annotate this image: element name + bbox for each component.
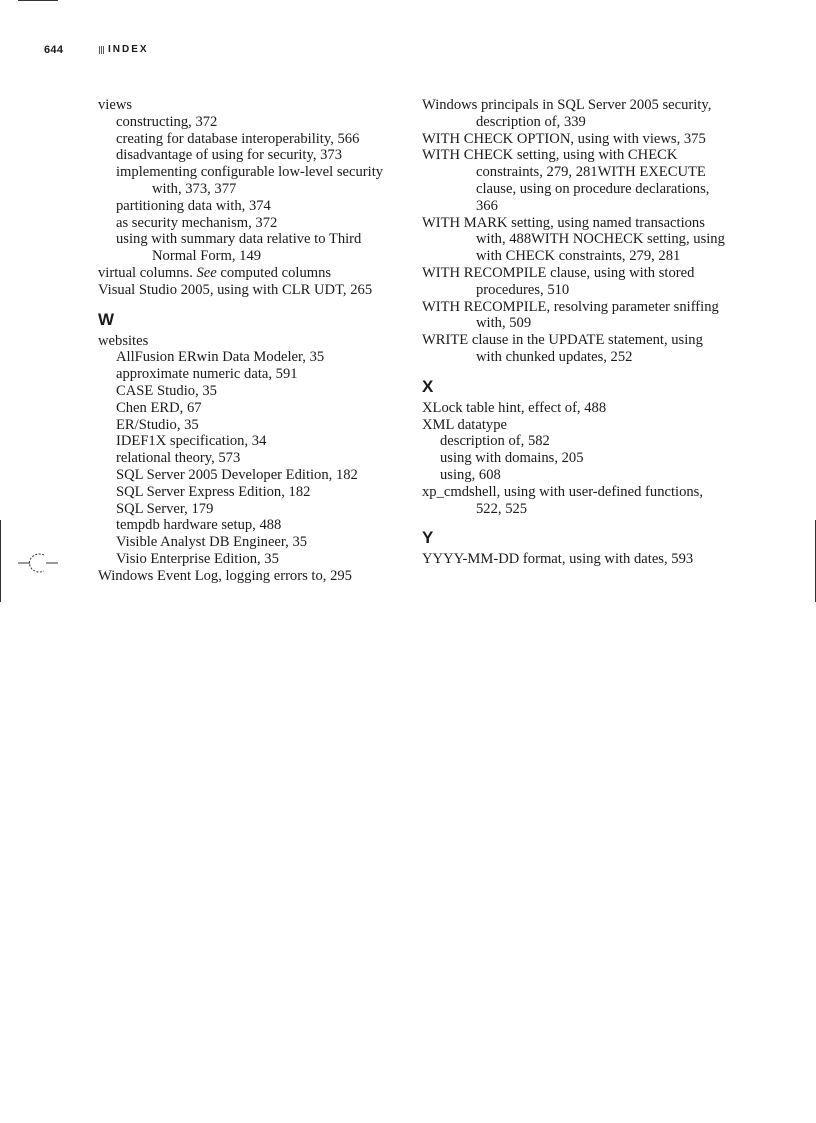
index-entry: Visual Studio 2005, using with CLR UDT, 265 xyxy=(98,281,373,298)
index-entry: Windows principals in SQL Server 2005 security, description of, 339 xyxy=(422,97,712,130)
index-entry: WITH CHECK setting, using with CHECK constraints, 279, 281WITH EXECUTE clause, using on procedure declarations, 366 xyxy=(422,147,710,214)
index-subentry: Chen ERD, 67 xyxy=(116,399,202,416)
index-subentry: using with summary data relative to Third Normal Form, 149 xyxy=(116,231,362,265)
index-column-left xyxy=(98,97,398,585)
see-target: computed columns xyxy=(216,264,332,281)
index-subentry: IDEF1X specification, 34 xyxy=(116,433,267,450)
index-subentry: Visible Analyst DB Engineer, 35 xyxy=(116,534,308,551)
index-subentry: constructing, 372 xyxy=(116,113,218,130)
index-column-right xyxy=(422,97,732,568)
index-entry: WITH RECOMPILE clause, using with stored procedures, 510 xyxy=(422,264,695,298)
index-entry-text: virtual columns. xyxy=(98,264,197,281)
page-number: 644 xyxy=(44,44,64,56)
index-entry: views xyxy=(98,97,133,113)
index-subentry: AllFusion ERwin Data Modeler, 35 xyxy=(116,349,325,366)
index-subentry: creating for database interoperability, 566 xyxy=(116,130,360,147)
index-entry: WITH CHECK OPTION, using with views, 375 xyxy=(422,130,706,147)
index-subentry: description of, 582 xyxy=(440,433,550,450)
index-subentry: CASE Studio, 35 xyxy=(116,382,217,399)
hatch-ornament-icon xyxy=(99,46,105,54)
index-subentry: implementing configurable low-level security with, 373, 377 xyxy=(116,164,384,197)
margin-rule-left xyxy=(0,520,1,602)
letter-heading-x: X xyxy=(422,376,434,396)
index-entry: websites xyxy=(98,332,149,349)
index-subentry: disadvantage of using for security, 373 xyxy=(116,147,343,164)
crop-mark-top xyxy=(18,0,58,1)
index-entry: XML datatype xyxy=(422,416,507,433)
see-reference: See xyxy=(196,264,217,281)
index-subentry: SQL Server 2005 Developer Edition, 182 xyxy=(116,466,358,483)
index-entry: WITH RECOMPILE, resolving parameter sniffing with, 509 xyxy=(422,298,719,332)
index-entry: WITH MARK setting, using named transactions with, 488WITH NOCHECK setting, using with CHECK constraints, 279, 281 xyxy=(422,214,725,265)
index-entry: WRITE clause in the UPDATE statement, using with chunked updates, 252 xyxy=(422,332,703,365)
index-subentry: approximate numeric data, 591 xyxy=(116,366,298,383)
index-subentry: SQL Server, 179 xyxy=(116,500,214,517)
index-subentry: as security mechanism, 372 xyxy=(116,214,278,231)
index-entry: XLock table hint, effect of, 488 xyxy=(422,399,607,416)
running-header xyxy=(99,44,149,55)
letter-heading-w: W xyxy=(98,309,115,329)
index-subentry: relational theory, 573 xyxy=(116,450,241,467)
index-subentry: using, 608 xyxy=(440,466,501,483)
index-subentry: tempdb hardware setup, 488 xyxy=(116,517,282,534)
index-subentry: Visio Enterprise Edition, 35 xyxy=(116,550,279,567)
registration-mark-icon xyxy=(18,551,58,575)
index-entry-virtual-columns xyxy=(98,265,398,282)
index-entry: YYYY-MM-DD format, using with dates, 593 xyxy=(422,551,694,568)
index-subentry: ER/Studio, 35 xyxy=(116,416,199,433)
index-subentry: SQL Server Express Edition, 182 xyxy=(116,483,311,500)
letter-heading-y: Y xyxy=(422,528,434,548)
index-entry: Windows Event Log, logging errors to, 295 xyxy=(98,567,352,584)
index-subentry: using with domains, 205 xyxy=(440,450,584,467)
index-subentry: partitioning data with, 374 xyxy=(116,197,271,214)
index-entry: xp_cmdshell, using with user-defined functions, 522, 525 xyxy=(422,483,703,517)
section-title: INDEX xyxy=(108,44,149,55)
